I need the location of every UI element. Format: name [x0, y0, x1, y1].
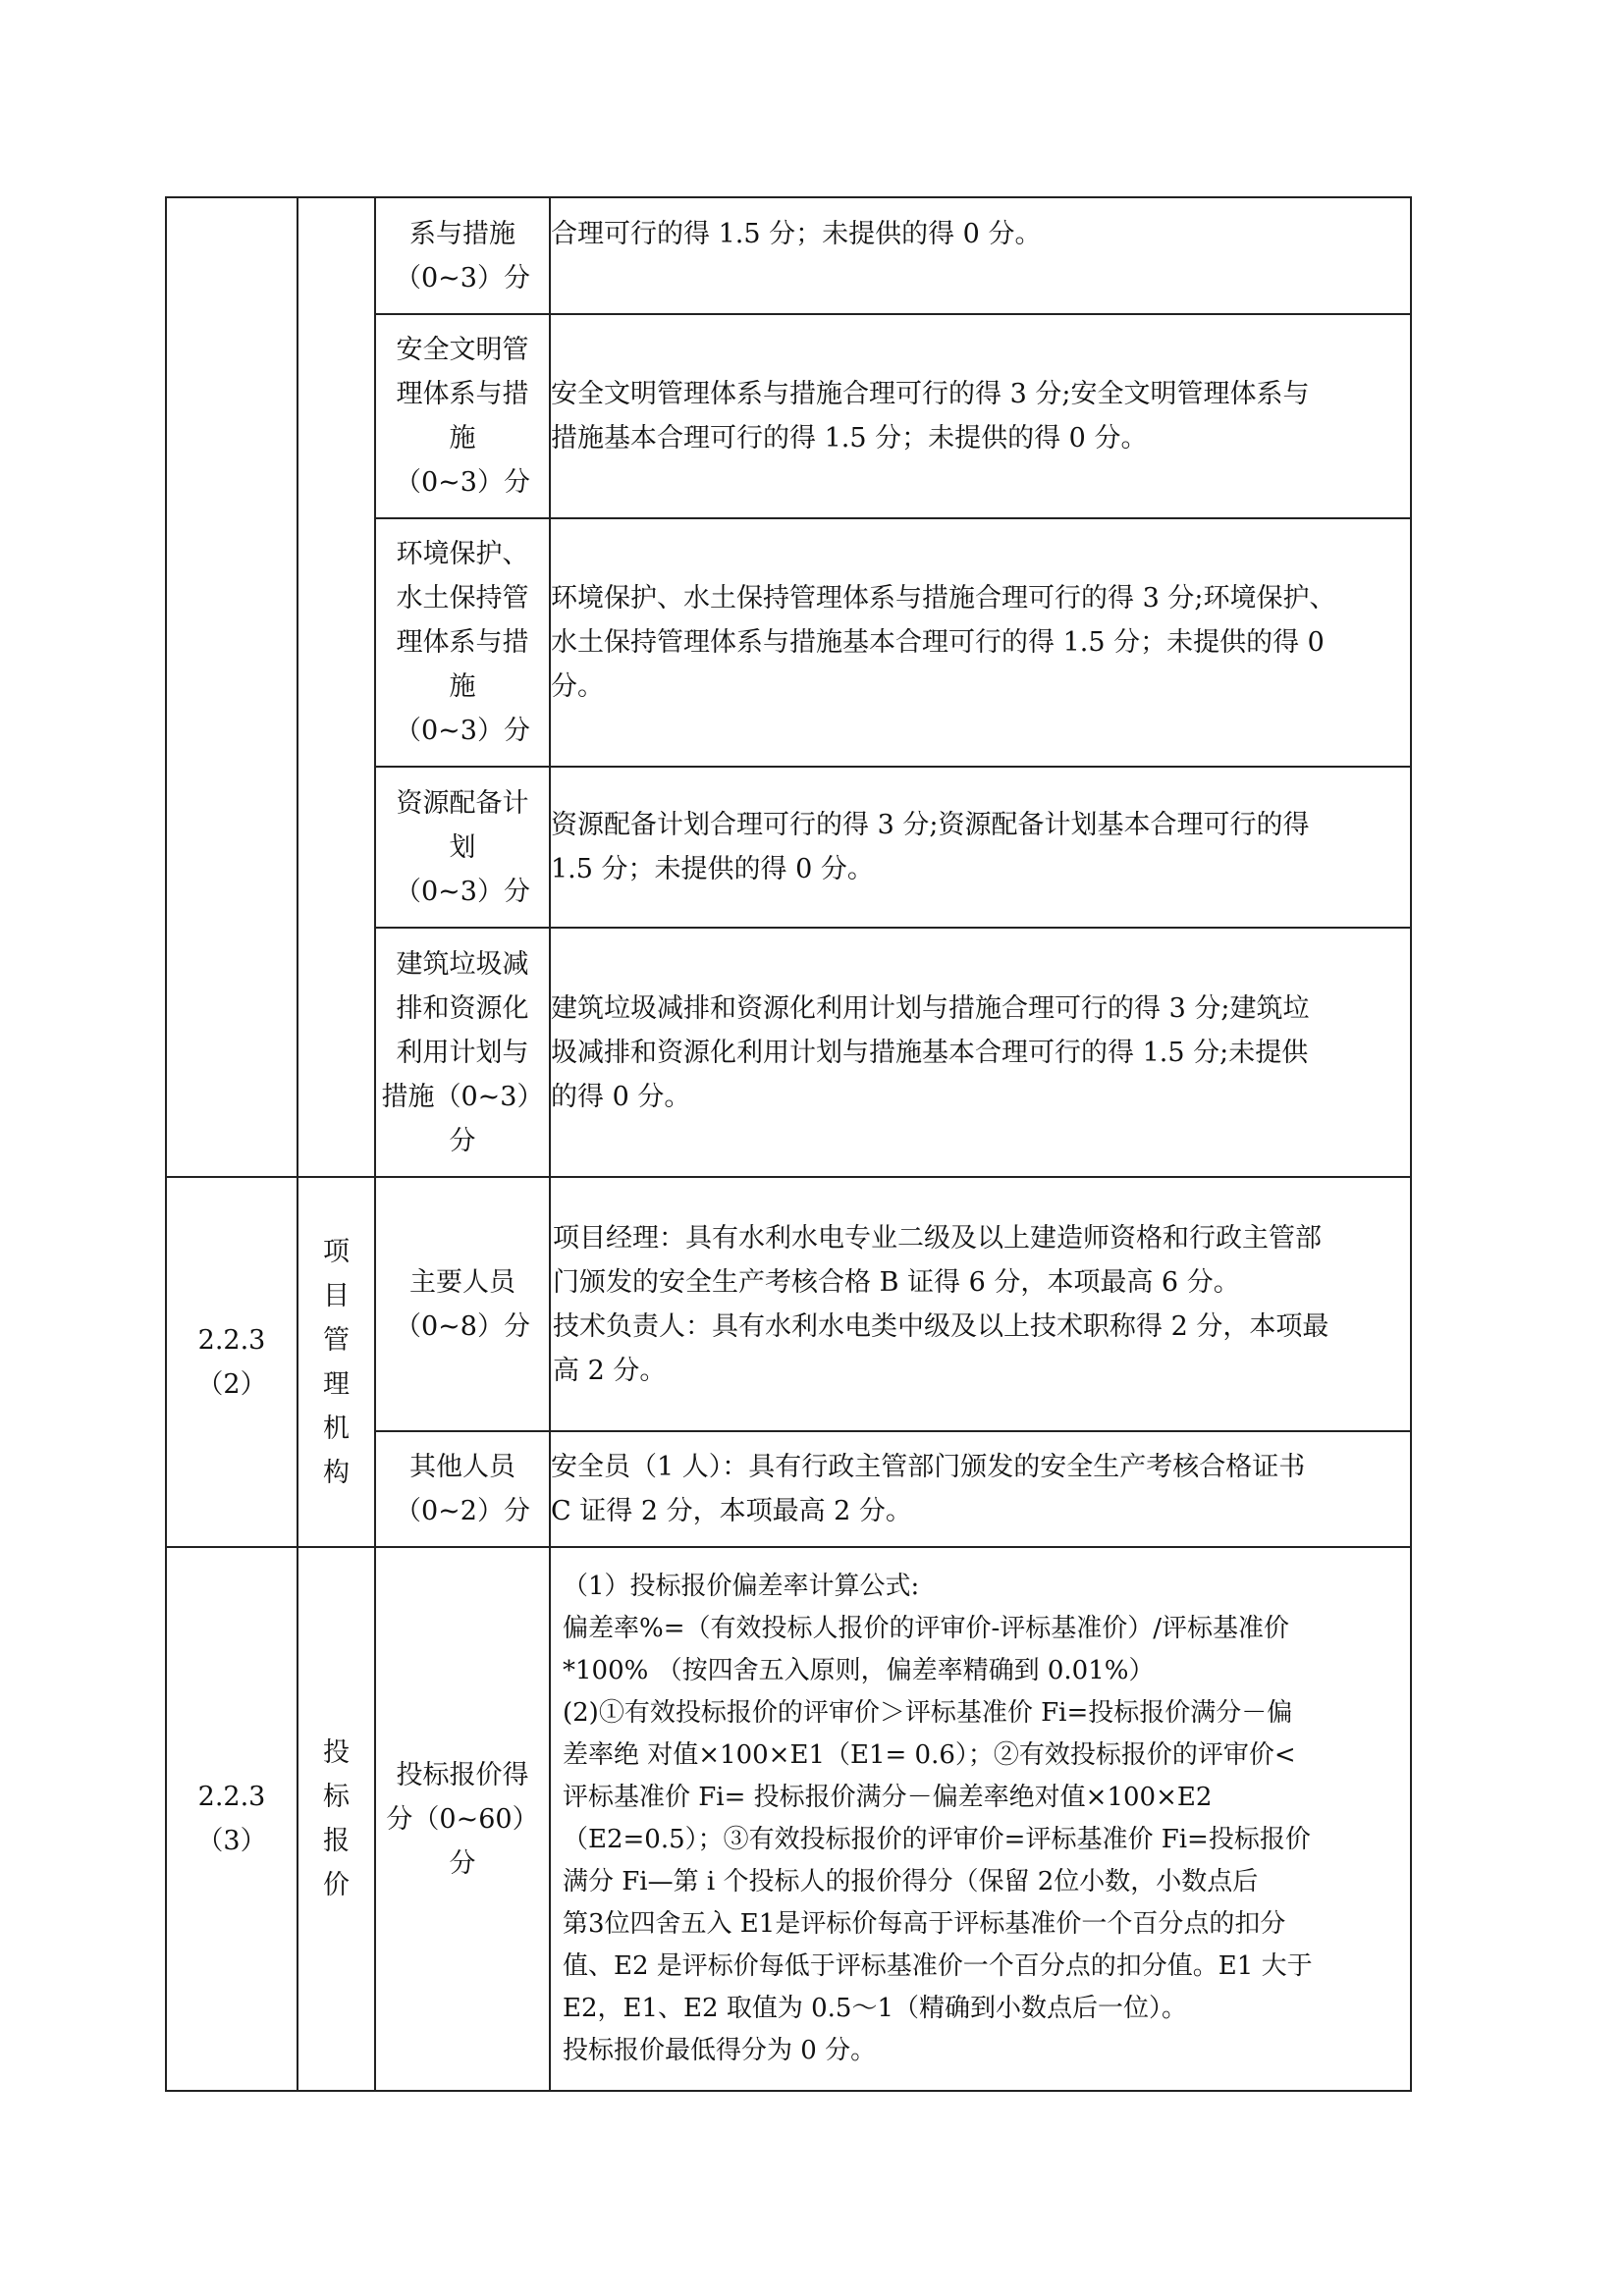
criteria-cell	[550, 928, 1411, 1177]
criteria-line: 环境保护、水土保持管理体系与措施合理可行的得 3 分;环境保护、	[551, 583, 1336, 614]
criteria-cell	[550, 767, 1411, 928]
code-cell-continued	[166, 197, 298, 1177]
category-char: 标	[323, 1782, 350, 1812]
criteria-line: 评标基准价 Fi= 投标报价满分－偏差率绝对值×100×E2	[563, 1783, 1213, 1812]
item-cell	[375, 1177, 550, 1431]
table-row	[166, 197, 1411, 314]
section-category-cell	[298, 1547, 375, 2091]
item-cell	[375, 314, 550, 518]
item-line: 环境保护、	[396, 539, 529, 569]
section-subcode: （2）	[196, 1368, 267, 1400]
criteria-line: 水土保持管理体系与措施基本合理可行的得 1.5 分；未提供的得 0	[551, 627, 1325, 658]
criteria-line: 第3位四舍五入 E1是评标价每高于评标基准价一个百分点的扣分	[563, 1909, 1286, 1939]
section-code: 2.2.3	[197, 1324, 266, 1356]
table-row	[166, 1547, 1411, 2091]
item-line: 措施（0~3）	[381, 1081, 544, 1112]
item-line: 水土保持管	[396, 583, 529, 614]
criteria-line: 资源配备计划合理可行的得 3 分;资源配备计划基本合理可行的得	[551, 810, 1310, 840]
criteria-cell	[550, 1547, 1411, 2091]
criteria-line: 合理可行的得 1.5 分；未提供的得 0 分。	[551, 219, 1042, 249]
section-code-cell	[166, 1177, 298, 1547]
criteria-cell	[550, 314, 1411, 518]
item-line: （0~3）分	[395, 262, 530, 294]
category-char: 管	[323, 1324, 350, 1356]
table-row	[166, 1177, 1411, 1431]
item-line: （0~3）分	[395, 467, 530, 498]
section-category-cell	[298, 1177, 375, 1547]
item-line: 安全文明管	[396, 335, 529, 365]
item-line: （0~8）分	[395, 1310, 530, 1342]
section-code-cell	[166, 1547, 298, 2091]
item-line: 投标报价得	[396, 1759, 529, 1790]
category-char: 构	[323, 1457, 350, 1488]
item-line: 利用计划与	[396, 1037, 529, 1068]
item-line: 施	[449, 423, 476, 454]
category-char: 机	[323, 1413, 350, 1444]
criteria-line: （E2=0.5）；③有效投标报价的评审价=评标基准价 Fi=投标报价	[563, 1825, 1311, 1854]
item-cell	[375, 197, 550, 314]
category-char: 报	[323, 1826, 350, 1856]
criteria-line: C 证得 2 分，本项最高 2 分。	[551, 1496, 912, 1526]
criteria-cell	[550, 518, 1411, 767]
criteria-cell	[550, 1431, 1411, 1547]
item-line: （0~3）分	[395, 876, 530, 907]
criteria-line: 满分 Fi—第 i 个投标人的报价得分（保留 2位小数，小数点后	[563, 1867, 1259, 1896]
category-char: 价	[323, 1870, 350, 1900]
criteria-line: E2，E1、E2 取值为 0.5～1（精确到小数点后一位）。	[563, 1994, 1187, 2023]
item-line: 分	[449, 1847, 476, 1879]
criteria-line: (2)①有效投标报价的评审价＞评标基准价 Fi=投标报价满分－偏	[563, 1698, 1293, 1728]
item-cell	[375, 1547, 550, 2091]
criteria-cell	[550, 1177, 1411, 1431]
criteria-line: 高 2 分。	[553, 1355, 667, 1386]
item-cell	[375, 928, 550, 1177]
item-line: 资源配备计	[396, 787, 529, 819]
criteria-line: 技术负责人：具有水利水电类中级及以上技术职称得 2 分，本项最	[553, 1310, 1329, 1342]
item-cell	[375, 518, 550, 767]
criteria-line: *100% （按四舍五入原则，偏差率精确到 0.01%）	[563, 1656, 1155, 1685]
criteria-line: 措施基本合理可行的得 1.5 分；未提供的得 0 分。	[551, 423, 1148, 454]
item-line: 理体系与措	[396, 379, 529, 409]
item-line: 划	[449, 831, 476, 863]
item-line: 施	[449, 671, 476, 702]
criteria-line: 圾减排和资源化利用计划与措施基本合理可行的得 1.5 分;未提供	[551, 1037, 1309, 1068]
item-line: 排和资源化	[396, 992, 529, 1024]
item-cell	[375, 767, 550, 928]
criteria-line: 安全文明管理体系与措施合理可行的得 3 分;安全文明管理体系与	[551, 379, 1310, 409]
criteria-cell	[550, 197, 1411, 314]
item-line: （0~3）分	[395, 716, 530, 746]
criteria-line: 安全员（1 人）：具有行政主管部门颁发的安全生产考核合格证书	[551, 1452, 1306, 1482]
item-cell	[375, 1431, 550, 1547]
criteria-line: 分。	[551, 671, 604, 702]
item-line: （0~2）分	[395, 1496, 530, 1526]
scoring-table	[165, 196, 1412, 2092]
item-line: 其他人员	[409, 1452, 515, 1482]
item-line: 理体系与措	[396, 627, 529, 658]
criteria-line: 差率绝 对值×100×E1（E1= 0.6）；②有效投标报价的评审价<	[563, 1740, 1296, 1770]
criteria-line: 建筑垃圾减排和资源化利用计划与措施合理可行的得 3 分;建筑垃	[551, 992, 1310, 1024]
category-char: 投	[323, 1737, 350, 1768]
item-line: 分	[449, 1125, 476, 1156]
category-char: 目	[323, 1280, 350, 1311]
category-char: 项	[323, 1236, 350, 1267]
criteria-line: （1）投标报价偏差率计算公式:	[563, 1572, 920, 1601]
item-line: 系与措施	[409, 218, 515, 249]
category-char: 理	[323, 1368, 350, 1400]
section-subcode: （3）	[196, 1826, 267, 1856]
criteria-line: 值、E2 是评标价每低于评标基准价一个百分点的扣分值。E1 大于	[563, 1951, 1313, 1981]
criteria-line: 项目经理：具有水利水电专业二级及以上建造师资格和行政主管部	[553, 1222, 1322, 1254]
criteria-line: 1.5 分；未提供的得 0 分。	[551, 854, 874, 884]
criteria-line: 投标报价最低得分为 0 分。	[563, 2036, 877, 2065]
criteria-line: 偏差率%=（有效投标人报价的评审价-评标基准价）/评标基准价	[563, 1614, 1290, 1643]
criteria-line: 的得 0 分。	[551, 1081, 691, 1112]
category-cell-continued	[298, 197, 375, 1177]
criteria-line: 门颁发的安全生产考核合格 B 证得 6 分，本项最高 6 分。	[553, 1266, 1240, 1298]
section-code: 2.2.3	[197, 1782, 266, 1812]
item-line: 建筑垃圾减	[396, 948, 529, 980]
item-line: 分（0~60）	[386, 1803, 539, 1835]
item-line: 主要人员	[409, 1266, 515, 1298]
